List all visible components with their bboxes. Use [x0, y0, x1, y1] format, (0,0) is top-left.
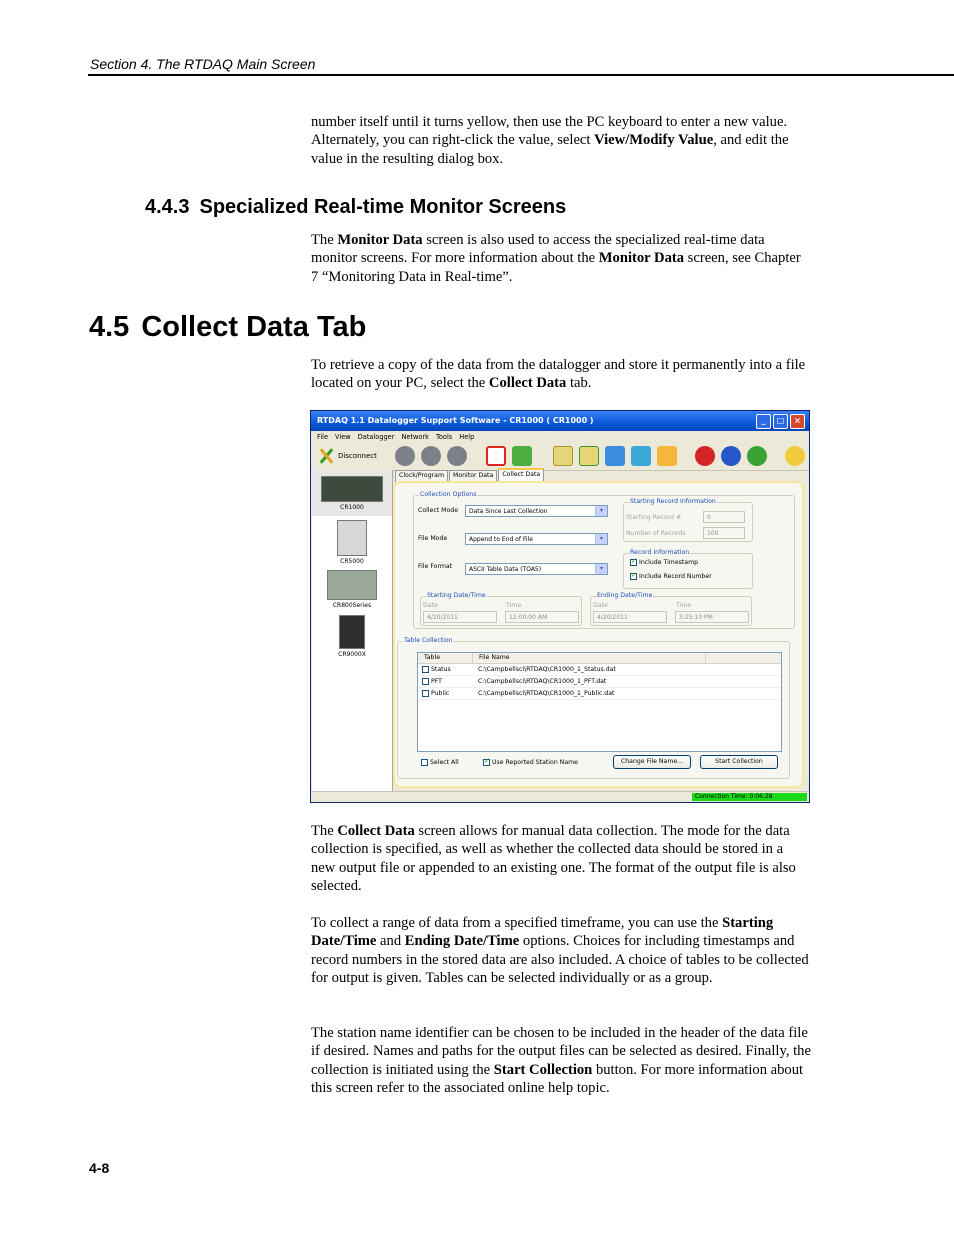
- exit-icon[interactable]: [785, 446, 805, 466]
- device-config-icon[interactable]: [631, 446, 651, 466]
- troubleshoot-icon[interactable]: [605, 446, 625, 466]
- collect-mode-value: Data Since Last Collection: [469, 508, 548, 515]
- section-paragraph-3: [311, 914, 811, 988]
- header-rule: [88, 74, 954, 76]
- checkbox-icon: [630, 559, 637, 566]
- bold-text: Collect Data: [488, 375, 567, 392]
- disconnect-icon: [317, 447, 335, 465]
- menu-bar: [311, 431, 809, 442]
- station-cr1000[interactable]: [312, 470, 392, 516]
- text: options. Choices for including timestamps and record numbers in the stored data are also included. A choice of tables to be collected for output is given. Tables can be selected individually or as a group.: [311, 933, 809, 987]
- start-date-field[interactable]: 4/20/2011: [423, 611, 497, 623]
- checkbox-icon: [422, 678, 429, 685]
- chevron-down-icon: ▾: [595, 506, 607, 516]
- use-station-name-checkbox[interactable]: [483, 759, 578, 766]
- starting-record-label: Starting Record #: [626, 514, 682, 521]
- title-bar: [311, 411, 809, 431]
- text: The: [311, 232, 338, 248]
- table-row[interactable]: [418, 676, 781, 688]
- bold-text: Monitor Data: [337, 232, 423, 248]
- text: screen, see Chapter 7 “Monitoring Data in Real-time”.: [311, 250, 801, 285]
- chevron-down-icon: ▾: [595, 534, 607, 544]
- main-area: [311, 470, 809, 792]
- start-date-label: Date: [423, 602, 438, 609]
- file-format-label: File Format: [418, 563, 453, 570]
- station-cr5000[interactable]: [312, 517, 392, 563]
- datalogger-image: [339, 615, 365, 649]
- end-time-field[interactable]: 3:25:10 PM: [675, 611, 749, 623]
- file-format-select[interactable]: [465, 563, 608, 575]
- bold-text: Starting Date/Time: [311, 915, 774, 950]
- text: number itself until it turns yellow, then use the PC keyboard to enter a new value. Alternately, you can right-click the value, select: [311, 114, 788, 149]
- starting-record-title: Starting Record Information: [630, 498, 716, 505]
- tab-clock-program[interactable]: Clock/Program: [395, 470, 448, 482]
- number-of-records-field[interactable]: 100: [703, 527, 745, 539]
- table-row[interactable]: [418, 664, 781, 676]
- menu-help[interactable]: Help: [459, 432, 475, 441]
- station-cr800series[interactable]: [312, 564, 392, 610]
- table-file-name: C:\Campbellsci\RTDAQ\CR1000_1_PFT.dat: [478, 678, 607, 685]
- start-time-label: Time: [506, 602, 522, 609]
- text: and: [376, 933, 405, 950]
- disconnect-button[interactable]: [317, 447, 377, 465]
- text: tab.: [566, 375, 592, 392]
- checkbox-icon: [422, 666, 429, 673]
- disconnect-label: Disconnect: [338, 452, 377, 460]
- file-format-value: ASCII Table Data (TOA5): [469, 566, 542, 573]
- checkbox-icon: [483, 759, 490, 766]
- rtdaq-window-screenshot: [310, 410, 810, 803]
- start-time-field[interactable]: 12:00:00 AM: [505, 611, 579, 623]
- subsection-title: Specialized Real-time Monitor Screens: [199, 196, 567, 218]
- checkbox-icon: [630, 573, 637, 580]
- text: The: [311, 823, 338, 839]
- start-collection-button[interactable]: Start Collection: [700, 755, 778, 769]
- table-file-name: C:\Campbellsci\RTDAQ\CR1000_1_Public.dat: [478, 690, 615, 697]
- end-date-label: Date: [593, 602, 608, 609]
- table-name: PFT: [431, 678, 442, 685]
- checkbox-icon: [421, 759, 428, 766]
- remove-station-icon[interactable]: [421, 446, 441, 466]
- status-bar: [311, 791, 809, 802]
- edit-station-icon[interactable]: [447, 446, 467, 466]
- collect-mode-select[interactable]: [465, 505, 608, 517]
- text: To retrieve a copy of the data from the datalogger and store it permanently into a file located on your PC, select the: [311, 357, 806, 392]
- include-record-number-checkbox[interactable]: [630, 573, 712, 580]
- window-title: RTDAQ 1.1 Datalogger Support Software - CR1000 ( CR1000 ): [317, 416, 594, 425]
- tab-collect-data[interactable]: Collect Data: [498, 468, 544, 483]
- section-paragraph-1: [311, 356, 811, 393]
- intro-paragraph: [311, 113, 811, 168]
- starting-date-time-title: Starting Date/Time: [427, 592, 486, 599]
- station-label: CR5000: [340, 558, 364, 565]
- datalogger-image: [327, 570, 377, 600]
- station-label: CR1000: [340, 504, 364, 511]
- subsection-number: 4.4.3: [145, 196, 190, 218]
- table-list-header: [418, 653, 781, 664]
- end-date-field[interactable]: 4/20/2011: [593, 611, 667, 623]
- table-collection-title: Table Collection: [404, 637, 453, 644]
- minimize-icon[interactable]: _: [756, 414, 771, 429]
- checkbox-icon: [422, 690, 429, 697]
- text: screen is also used to access the specialized real-time data monitor screens. For more information about the: [311, 232, 765, 267]
- checkbox-label: Use Reported Station Name: [492, 759, 578, 766]
- subsection-paragraph: [311, 231, 811, 286]
- file-mode-value: Append to End of File: [469, 536, 533, 543]
- table-row-checkbox[interactable]: [418, 690, 478, 697]
- station-cr9000x[interactable]: [312, 611, 392, 657]
- subsection-heading: [145, 196, 576, 219]
- checkbox-label: Include Record Number: [639, 573, 712, 580]
- table-row-checkbox[interactable]: [418, 678, 478, 685]
- checkbox-label: Include Timestamp: [639, 559, 699, 566]
- collection-options-title: Collection Options: [420, 491, 477, 498]
- add-station-icon[interactable]: [395, 446, 415, 466]
- page-number: 4-8: [89, 1160, 110, 1176]
- section-number: 4.5: [89, 311, 130, 343]
- section-title: Collect Data Tab: [141, 311, 367, 343]
- connection-time: Connection Time: 0:06:28: [692, 793, 807, 801]
- change-file-name-button[interactable]: Change File Name...: [613, 755, 691, 769]
- include-timestamp-checkbox[interactable]: [630, 559, 698, 566]
- table-row[interactable]: [418, 688, 781, 700]
- text: , and edit the value in the resulting dialog box.: [311, 132, 789, 167]
- collect-mode-label: Collect Mode: [418, 507, 459, 514]
- bold-text: View/Modify Value: [594, 132, 714, 149]
- column-header-table[interactable]: Table: [418, 653, 473, 663]
- file-mode-select[interactable]: [465, 533, 608, 545]
- section-heading: [89, 311, 378, 344]
- section-paragraph-2: [311, 822, 811, 896]
- running-header: Section 4. The RTDAQ Main Screen: [90, 56, 316, 72]
- station-label: CR800Series: [332, 602, 372, 609]
- close-icon[interactable]: ×: [790, 414, 805, 429]
- datalogger-image: [321, 476, 383, 502]
- station-label: CR9000X: [338, 651, 366, 658]
- compile-icon[interactable]: [512, 446, 532, 466]
- station-list: [312, 470, 393, 792]
- menu-datalogger[interactable]: Datalogger: [357, 432, 395, 441]
- edit-icon[interactable]: [657, 446, 677, 466]
- text: To collect a range of data from a specified timeframe, you can use the: [311, 915, 723, 931]
- number-of-records-label: Number of Records: [626, 530, 686, 537]
- check-program-icon[interactable]: [486, 446, 506, 466]
- clock-icon[interactable]: [695, 446, 715, 466]
- select-all-checkbox[interactable]: [421, 759, 459, 766]
- view-graph-icon[interactable]: [579, 446, 599, 466]
- table-list: [417, 652, 782, 752]
- toolbar: [311, 442, 809, 471]
- table-name: Status: [431, 666, 451, 673]
- collect-data-panel: [393, 481, 804, 788]
- record-info-title: Record Information: [630, 549, 690, 556]
- end-time-label: Time: [676, 602, 692, 609]
- section-paragraph-4: [311, 1024, 811, 1098]
- file-mode-label: File Mode: [418, 535, 448, 542]
- menu-network[interactable]: Network: [401, 432, 429, 441]
- chevron-down-icon: ▾: [595, 564, 607, 574]
- text: screen allows for manual data collection. The mode for the data collection is specified, as well as whether the collected data should be stored in a new output file or appended to an existing one. The format of the output file is also selected.: [311, 823, 796, 895]
- table-row-checkbox[interactable]: [418, 666, 478, 673]
- view-data-icon[interactable]: [553, 446, 573, 466]
- table-name: Public: [431, 690, 450, 697]
- calculator-icon[interactable]: [747, 446, 767, 466]
- menu-tools[interactable]: Tools: [435, 432, 453, 441]
- maximize-icon[interactable]: □: [773, 414, 788, 429]
- text: button. For more information about this screen refer to the associated online help topic.: [311, 1061, 804, 1097]
- checkbox-label: Select All: [430, 759, 459, 766]
- ending-date-time-title: Ending Date/Time: [597, 592, 653, 599]
- bold-text: Start Collection: [493, 1061, 593, 1078]
- settings-icon[interactable]: [721, 446, 741, 466]
- starting-record-field[interactable]: 0: [703, 511, 745, 523]
- table-file-name: C:\Campbellsci\RTDAQ\CR1000_1_Status.dat: [478, 666, 616, 673]
- menu-view[interactable]: View: [335, 432, 351, 441]
- bold-text: Collect Data: [337, 823, 415, 839]
- menu-file[interactable]: File: [317, 432, 329, 441]
- bold-text: Ending Date/Time: [404, 933, 520, 950]
- column-header-file-name[interactable]: File Name: [473, 653, 706, 663]
- datalogger-image: [337, 520, 367, 556]
- tab-monitor-data[interactable]: Monitor Data: [449, 470, 497, 482]
- bold-text: Monitor Data: [598, 250, 685, 267]
- text: The station name identifier can be chosen to be included in the header of the data file if desired. Names and paths for the output files can be selected as desired. Finally, the collection is initiated using the: [311, 1025, 811, 1078]
